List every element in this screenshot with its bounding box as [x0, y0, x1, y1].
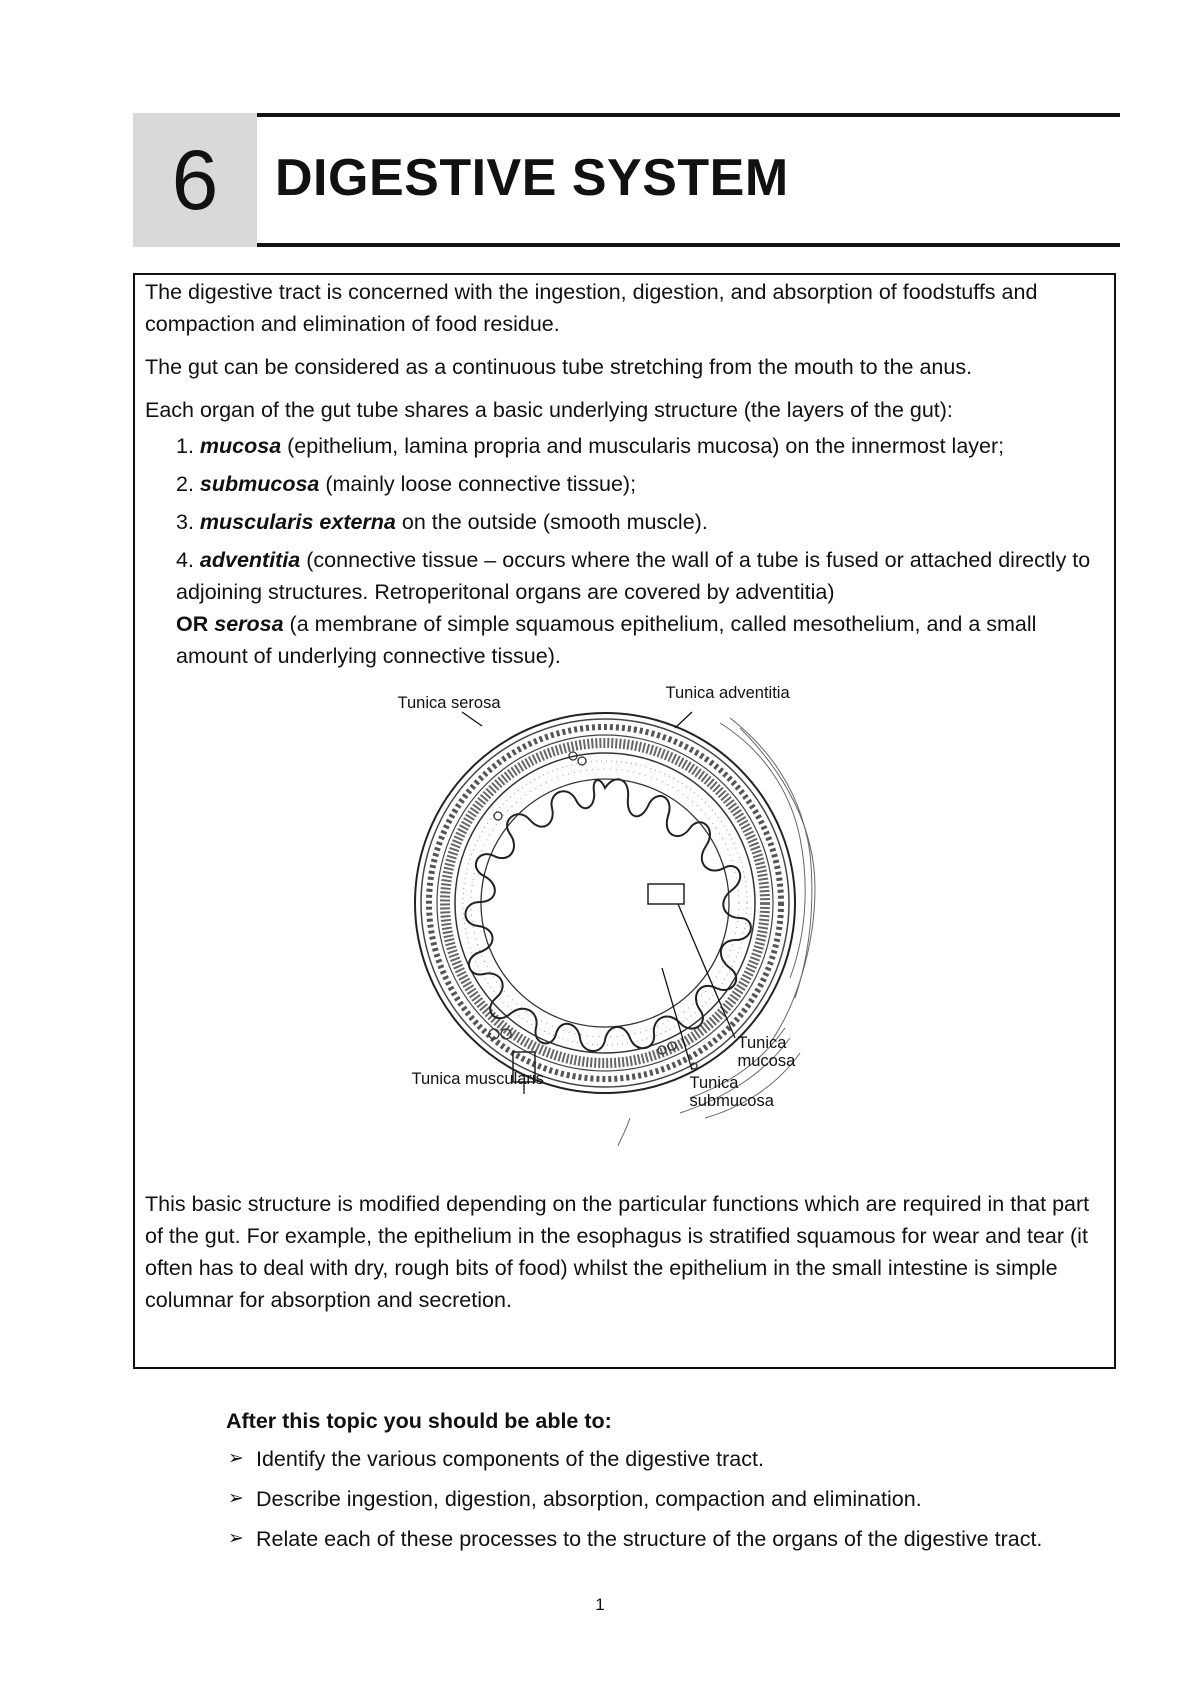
intro-paragraph-2: The gut can be considered as a continuous tube stretching from the mouth to the anus.	[145, 355, 973, 379]
gut-layers-list	[145, 430, 1104, 672]
objectives-list	[226, 1445, 1106, 1553]
muscularis-outer-band	[429, 727, 781, 1079]
intro-paragraph-4: This basic structure is modified depending on the particular functions which are required in that part of the gut. For example, the epithelium in the esophagus is stratified squamous for wear and tear (it often has to deal with dry, rough bits of food) whilst the epithelium in the small intestine is simple columnar for absorption and secretion.	[145, 1192, 1090, 1312]
objective-item	[226, 1445, 1106, 1473]
label-tunica-muscularis: Tunica muscularis	[411, 1070, 544, 1088]
serosa-line	[176, 608, 1104, 672]
layer-term: muscularis externa	[199, 510, 396, 534]
layer-term-serosa: serosa	[214, 612, 284, 636]
layer-term: mucosa	[199, 434, 282, 458]
layer-item-adventitia	[176, 544, 1104, 672]
objective-text: Describe ingestion, digestion, absorption, compaction and elimination.	[256, 1487, 922, 1511]
arrow-bullet-icon: ➢	[228, 1488, 244, 1509]
alt-prefix: OR	[176, 612, 215, 636]
arrow-bullet-icon: ➢	[228, 1448, 244, 1469]
label-tunica-submucosa-1: Tunica	[689, 1074, 739, 1092]
learning-objectives	[226, 1405, 1106, 1565]
label-tunica-mucosa-1: Tunica	[737, 1034, 787, 1052]
objectives-heading: After this topic you should be able to:	[226, 1409, 612, 1433]
layer-number: 1.	[176, 434, 200, 458]
arrow-bullet-icon: ➢	[228, 1528, 244, 1549]
mucosa-detail-box	[648, 884, 684, 904]
layer-desc: (epithelium, lamina propria and muscularis mucosa) on the innermost layer;	[281, 434, 1005, 458]
layer-number: 3.	[176, 510, 200, 534]
layer-number: 4.	[176, 548, 200, 572]
layer-item-muscularis-externa	[176, 506, 1104, 538]
layer-desc: (connective tissue – occurs where the wall of a tube is fused or attached directly to adjoining structures. Retroperitonal organs are covered by adventitia)	[176, 548, 1091, 604]
objective-item	[226, 1525, 1106, 1553]
intro-paragraph-1: The digestive tract is concerned with the ingestion, digestion, and absorption of foodstuffs and compaction and elimination of food residue.	[145, 280, 1038, 336]
label-tunica-mucosa-2: mucosa	[737, 1052, 796, 1070]
layer-desc: (mainly loose connective tissue);	[319, 472, 637, 496]
mucosa-folds	[465, 779, 750, 1051]
layer-item-submucosa	[176, 468, 1104, 500]
objective-text: Relate each of these processes to the structure of the organs of the digestive tract.	[256, 1527, 1043, 1551]
label-tunica-serosa: Tunica serosa	[397, 694, 501, 712]
layer-desc-serosa: (a membrane of simple squamous epithelium, called mesothelium, and a small amount of underlying connective tissue).	[176, 612, 1037, 668]
objective-text: Identify the various components of the digestive tract.	[256, 1447, 764, 1471]
objective-item	[226, 1485, 1106, 1513]
layer-term: adventitia	[199, 548, 301, 572]
page-number: 1	[595, 1595, 605, 1614]
chapter-title: DIGESTIVE SYSTEM	[275, 149, 789, 207]
layer-item-mucosa	[176, 430, 1104, 462]
gut-cross-section-figure	[390, 678, 860, 1148]
chapter-number: 6	[133, 113, 257, 247]
header-rule-bottom	[257, 243, 1120, 247]
submucosa-ring	[463, 761, 747, 1045]
label-tunica-submucosa-2: submucosa	[689, 1092, 774, 1110]
header-rule-top	[257, 113, 1120, 117]
layer-term: submucosa	[199, 472, 320, 496]
label-tunica-adventitia: Tunica adventitia	[665, 684, 790, 702]
chapter-header	[133, 113, 1120, 247]
layer-number: 2.	[176, 472, 200, 496]
layer-desc: on the outside (smooth muscle).	[395, 510, 708, 534]
intro-box	[133, 273, 1116, 1369]
intro-paragraph-3: Each organ of the gut tube shares a basic underlying structure (the layers of the gut):	[145, 398, 953, 422]
